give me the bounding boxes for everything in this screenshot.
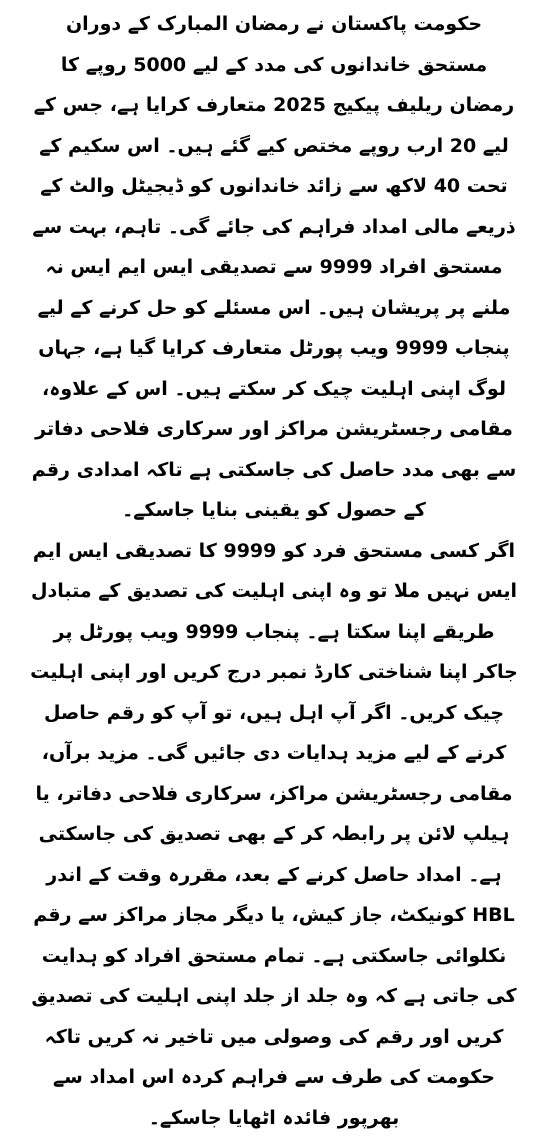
paragraph-eligibility-verification: اگر کسی مستحق فرد کو 9999 کا تصدیقی ایس ایم ایس نہیں ملا تو وہ اپنی اہلیت کی تصدیق کے متبادل طریقے اپنا سکتا ہے۔ پنجاب 9999 ویب پورٹل پر جاکر اپنا شناختی کارڈ نمبر درج کریں اور اپنی اہلیت چیک کریں۔ اگر آپ اہل ہیں، تو آپ کو رقم حاصل کرنے کے لیے مزید ہدایات دی جائیں گی۔ مزید برآں، مقامی رجسٹریشن مراکز، سرکاری فلاحی دفاتر، یا ہیلپ لائن پر رابطہ کر کے بھی تصدیق کی جاسکتی ہے۔ امداد حاصل کرنے کے بعد، مقررہ وقت کے اندر HBL کونیکٹ، جاز کیش، یا دیگر مجاز مراکز سے رقم نکلوائی جاسکتی ہے۔ تمام مستحق افراد کو ہدایت کی جاتی ہے کہ وہ جلد از جلد اپنی اہلیت کی تصدیق کریں اور رقم کی وصولی میں تاخیر نہ کریں تاکہ حکومت کی طرف سے فراہم کردہ اس امداد سے بھرپور فائدہ اٹھایا جاسکے۔ xyxy=(30,531,518,1138)
paragraph-ramzan-relief-package: حکومت پاکستان نے رمضان المبارک کے دوران مستحق خاندانوں کی مدد کے لیے 5000 روپے کا رمضان ریلیف پیکیج 2025 متعارف کرایا ہے، جس کے لیے 20 ارب روپے مختص کیے گئے ہیں۔ اس سکیم کے تحت 40 لاکھ سے زائد خاندانوں کو ڈیجیٹل والٹ کے ذریعے مالی امداد فراہم کی جائے گی۔ تاہم، بہت سے مستحق افراد 9999 سے تصدیقی ایس ایم ایس نہ ملنے پر پریشان ہیں۔ اس مسئلے کو حل کرنے کے لیے پنجاب 9999 ویب پورٹل متعارف کرایا گیا ہے، جہاں لوگ اپنی اہلیت چیک کر سکتے ہیں۔ اس کے علاوہ، مقامی رجسٹریشن مراکز اور سرکاری فلاحی دفاتر سے بھی مدد حاصل کی جاسکتی ہے تاکہ امدادی رقم کے حصول کو یقینی بنایا جاسکے۔ xyxy=(30,4,518,531)
article-body xyxy=(30,4,518,1138)
